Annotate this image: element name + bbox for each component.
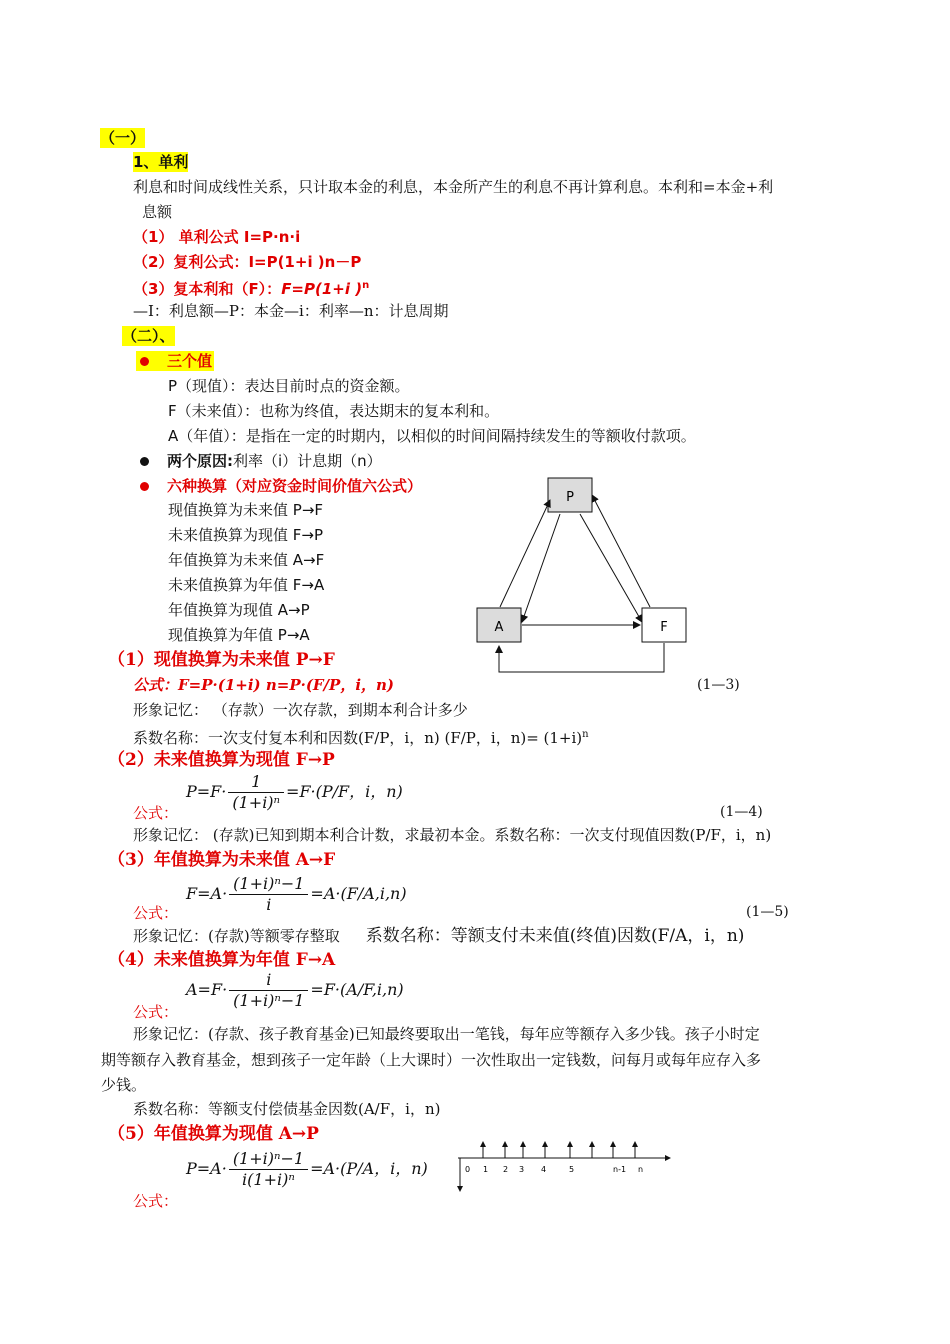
- six-conversions-label: 六种换算（对应资金时间价值六公式）: [167, 477, 423, 495]
- equation-a-to-p: [186, 1149, 428, 1190]
- fraction: [229, 1149, 308, 1190]
- equation-tag: (1—5): [746, 904, 789, 920]
- factor-name-exp: n: [582, 729, 589, 740]
- eq-rhs: =F·(P/F，i，n): [286, 782, 403, 801]
- eq-rhs: =A·(P/A，i，n): [310, 1159, 428, 1178]
- memo-f-to-a-cont: 期等额存入教育基金，想到孩子一定年龄（上大课时）一次性取出一定钱数，问每月或每年应存入多: [101, 1051, 762, 1069]
- two-reasons: [140, 451, 382, 471]
- node-a-label: A: [494, 620, 504, 635]
- eq-lhs: P=A·: [186, 1159, 227, 1178]
- conversion-item: 未来值换算为现值 F→P: [168, 526, 324, 544]
- equation-tag: (1—4): [720, 804, 763, 820]
- three-values-heading: [136, 351, 214, 371]
- two-reasons-text: 利率（i）计息期（n）: [233, 452, 382, 470]
- section-heading-1: （一）: [100, 129, 146, 147]
- conversion-item: 未来值换算为年值 F→A: [168, 576, 325, 594]
- node-f-label: F: [660, 620, 668, 635]
- three-values-label: 三个值: [167, 352, 213, 370]
- eq-lhs: P=F·: [186, 782, 227, 801]
- bullet-icon: [140, 482, 149, 491]
- fraction-den: i(1+i)ⁿ: [242, 1170, 295, 1189]
- equation-tag: (1—3): [697, 677, 740, 693]
- two-reasons-label: 两个原因:: [167, 452, 233, 470]
- equation-f-to-a: [186, 970, 404, 1011]
- timeline-label: n-1: [613, 1165, 627, 1174]
- conversion-item: 年值换算为现值 A→P: [168, 601, 310, 619]
- fraction-num: (1+i)ⁿ−1: [229, 874, 308, 895]
- memo-f-to-p: 形象记忆： (存款)已知到期本利合计数，求最初本金。系数名称：一次支付现值因数(P/F，i，n): [133, 826, 772, 844]
- formula-compound-sum: [133, 276, 369, 299]
- formula-compound-sum-exp: n: [362, 280, 370, 291]
- eq-rhs: =F·(A/F,i,n): [310, 980, 404, 999]
- formula-p-to-f: 公式：F=P·(1+i) n=P·(F/P，i，n): [133, 676, 395, 694]
- heading-a-to-f: （3）年值换算为未来值 A→F: [108, 850, 336, 870]
- equation-a-to-f: [186, 874, 407, 915]
- fraction: [228, 772, 284, 813]
- memo-a-to-f: [133, 926, 744, 946]
- formula-compound-sum-label: （3）复本利和（F）：: [133, 280, 282, 298]
- heading-f-to-a: （4）未来值换算为年值 F→A: [108, 950, 336, 970]
- fraction-den: (1+i)ⁿ−1: [233, 991, 305, 1010]
- paragraph-simple-interest-cont: 息额: [142, 203, 173, 221]
- heading-f-to-p: （2）未来值换算为现值 F→P: [108, 750, 335, 770]
- factor-name-a-to-f: 系数名称：等额支付未来值(终值)因数(F/A，i，n): [365, 926, 745, 946]
- formula-label: 公式：: [133, 804, 179, 822]
- formula-label: 公式：: [133, 1003, 179, 1021]
- memo-f-to-a-cont2: 少钱。: [101, 1076, 147, 1094]
- arrow-p-to-f: [580, 514, 642, 622]
- conversion-item: 年值换算为未来值 A→F: [168, 551, 325, 569]
- f-definition: F（未来值）：也称为终值，表达期末的复本利和。: [168, 402, 500, 420]
- formula-label: 公式：: [133, 904, 179, 922]
- formula-label: 公式：: [133, 1192, 179, 1210]
- conversion-item: 现值换算为年值 P→A: [168, 626, 310, 644]
- memo-p-to-f: 形象记忆： （存款）一次存款，到期本利合计多少: [133, 701, 468, 719]
- a-definition: A（年值）：是指在一定的时期内，以相似的时间间隔持续发生的等额收付款项。: [168, 427, 696, 445]
- arrow-f-to-a: [499, 643, 664, 672]
- equation-f-to-p: [186, 772, 403, 813]
- formula-compound: （2）复利公式：I=P(1+i )n－P: [133, 253, 362, 271]
- timeline-label: 3: [519, 1165, 525, 1174]
- factor-name-text: 系数名称：一次支付复本利和因数(F/P，i，n) (F/P，i，n)= (1+i): [133, 729, 583, 747]
- formula-compound-sum-expr: F=P(1+i ): [281, 280, 363, 298]
- arrow-p-to-a: [522, 514, 560, 622]
- eq-lhs: A=F·: [186, 980, 228, 999]
- fraction: [229, 874, 308, 915]
- memo-f-to-a: 形象记忆：(存款、孩子教育基金)已知最终要取出一笔钱，每年应等额存入多少钱。孩子小时定: [133, 1025, 760, 1043]
- factor-name-f-to-a: 系数名称：等额支付偿债基金因数(A/F，i，n): [133, 1100, 441, 1118]
- fraction-den: i: [266, 895, 272, 914]
- symbol-legend: —I：利息额—P：本金—i：利率—n：计息周期: [133, 302, 449, 320]
- six-conversions-heading: [140, 476, 422, 496]
- eq-lhs: F=A·: [186, 884, 228, 903]
- cash-flow-timeline: [450, 1138, 680, 1198]
- timeline-label: 0: [465, 1165, 471, 1174]
- subheading-simple-interest: 1、单利: [133, 153, 189, 171]
- pfa-triangle-diagram: [470, 470, 700, 680]
- paragraph-simple-interest: 利息和时间成线性关系，只计取本金的利息，本金所产生的利息不再计算利息。本利和=本金+利: [133, 178, 774, 196]
- timeline-label: 4: [541, 1165, 547, 1174]
- p-definition: P（现值）：表达目前时点的资金额。: [168, 377, 410, 395]
- bullet-icon: [140, 457, 149, 466]
- conversion-item: 现值换算为未来值 P→F: [168, 501, 324, 519]
- section-heading-2: （二）、: [122, 327, 175, 345]
- memo-text: 形象记忆：(存款)等额零存整取: [133, 927, 340, 945]
- heading-p-to-f: （1）现值换算为未来值 P→F: [108, 650, 335, 670]
- fraction-num: 1: [228, 772, 284, 793]
- fraction-den: (1+i)ⁿ: [232, 793, 281, 812]
- timeline-label: 2: [503, 1165, 509, 1174]
- formula-simple: （1） 单利公式 I=P·n·i: [133, 228, 301, 246]
- fraction-num: (1+i)ⁿ−1: [229, 1149, 308, 1170]
- arrow-a-to-p: [500, 500, 550, 607]
- heading-a-to-p: （5）年值换算为现值 A→P: [108, 1124, 319, 1144]
- fraction: [229, 970, 308, 1011]
- bullet-icon: [140, 357, 149, 366]
- factor-name-p-to-f: [133, 725, 589, 748]
- timeline-label: 5: [569, 1165, 575, 1174]
- timeline-label: 1: [483, 1165, 489, 1174]
- timeline-label: n: [638, 1165, 644, 1174]
- fraction-num: i: [229, 970, 308, 991]
- node-p-label: P: [566, 490, 574, 505]
- eq-rhs: =A·(F/A,i,n): [310, 884, 407, 903]
